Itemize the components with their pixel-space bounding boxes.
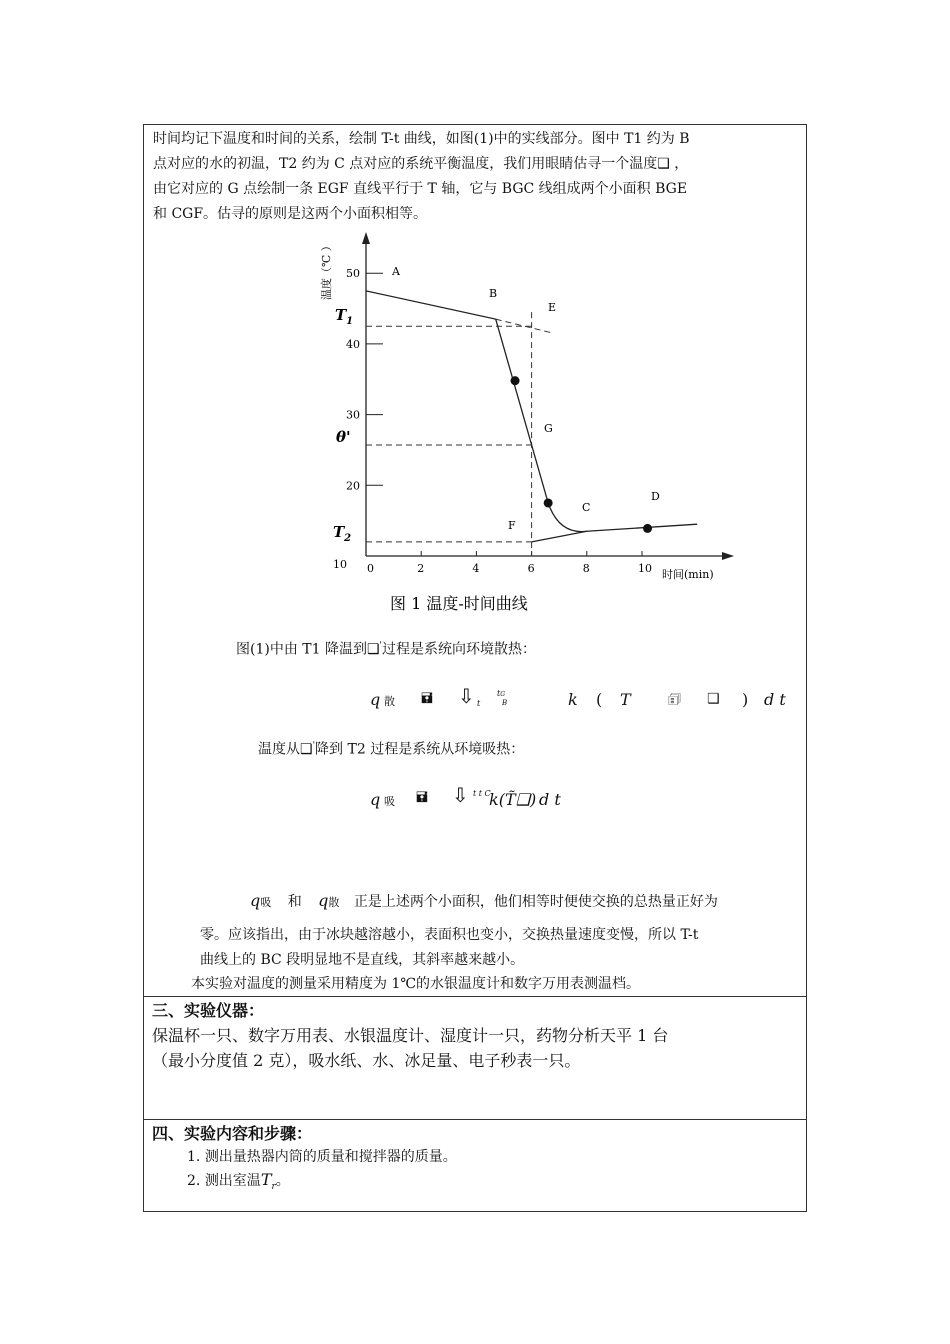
y-tick-label: 50 [346,267,360,281]
minus-glyph-icon: 🗊 [668,692,681,708]
section-text: （最小分度值 2 克），吸水纸、水、冰足量、电子秒表一只。 [152,1051,581,1070]
para-line: 曲线上的 BC 段明显地不是直线，其斜率越来越小。 [200,952,525,968]
point-label-e: E [548,301,557,314]
theta-glyph-icon: ❑ [707,691,720,707]
point-label-g: G [544,422,553,435]
point-label-c: C [582,501,591,514]
eq1-q: q [370,690,381,709]
t1-mark: $T_1$ [335,306,354,327]
eq1-lparen: ( [596,690,603,709]
x-tick-label: 2 [417,562,425,575]
intro-line: 点对应的水的初温，T2 约为 C 点对应的系统平衡温度，我们用眼睛估寻一个温度❑ ， [153,156,689,172]
eq2-lim: t t C [473,789,491,798]
integral-glyph-icon: ⇩ [458,684,475,708]
section-divider [144,996,806,997]
x-tick-label: 6 [527,562,535,575]
point-label-b: B [489,287,498,300]
intro-line: 和 CGF。估寻的原则是这两个小面积相等。 [153,206,428,222]
point-label-d: D [651,490,660,503]
eq2-q: q [370,790,381,809]
eq1-dt: d t [764,690,786,709]
x-tick-label: 4 [472,562,480,575]
eq2-intro: 温度从❑'降到 T2 过程是系统从环境吸热： [258,741,525,758]
theta-mark: θ' [336,428,351,446]
eq1-sub: 散 [384,695,395,708]
eq1-rparen: ) [742,690,749,709]
intro-line: 时间均记下温度和时间的关系，绘制 T-t 曲线，如图(1)中的实线部分。图中 T1 约为 B [153,131,690,147]
t2-mark: $T_2$ [333,523,352,544]
para-line: 本实验对温度的测量采用精度为 1℃的水银温度计和数字万用表测温档。 [191,976,641,992]
eq1-lim-bot: B [502,699,508,707]
section-divider [144,1119,806,1120]
section-text: 保温杯一只、数字万用表、水银温度计、湿度计一只，药物分析天平 1 台 [152,1026,669,1045]
integral-glyph-icon: ⇩ [452,783,469,807]
y-tick-label: 40 [346,337,360,351]
eq1-k: k [568,690,578,709]
eq2-dt: d t [539,790,561,809]
x-axis-label: 时间(min) [662,568,714,581]
y-tick-label: 30 [346,408,360,422]
point-label-f: F [508,519,516,532]
y-axis-label: 温度（℃ ） [320,240,333,300]
x-tick-label: 8 [582,562,590,575]
list-item: 2. 测出室温$T_r$。 [187,1170,290,1192]
section-title-instruments: 三、实验仪器： [152,1001,265,1020]
intro-line: 由它对应的 G 点绘制一条 EGF 直线平行于 T 轴，它与 BGC 线组成两个小面积 BGE [153,181,688,197]
eq2-body: k(T̃❑) [489,790,537,809]
eq1-lim-top: tG [497,689,506,698]
eq1-T: T [620,690,631,709]
para-line: 零。应该指出，由于冰块越溶越小，表面积也变小，交换热量速度变慢，所以 T-t [200,927,699,943]
eq1-intro: 图(1)中由 T1 降温到❑'过程是系统向环境散热： [236,641,537,658]
figure-caption: 图 1 温度-时间曲线 [390,594,528,613]
content-frame [143,124,807,1212]
eq1-lim: t [477,699,481,708]
section-title-procedure: 四、实验内容和步骤： [152,1124,313,1143]
point-label-a: A [392,265,400,278]
y-tick-label: 20 [346,479,360,493]
para-line-1: q吸 和 q散 正是上述两个小面积，他们相等时便使交换的总热量正好为 [250,891,718,910]
y-tick-label: 10 [333,558,347,571]
x-tick-label: 10 [638,562,652,575]
eq2-sub: 吸 [384,795,395,808]
equals-glyph-icon: 🖬 [416,790,428,806]
list-item: 1. 测出量热器内筒的质量和搅拌器的质量。 [187,1149,457,1165]
equals-glyph-icon: 🖬 [421,691,433,707]
x-tick-label: 0 [367,562,374,575]
